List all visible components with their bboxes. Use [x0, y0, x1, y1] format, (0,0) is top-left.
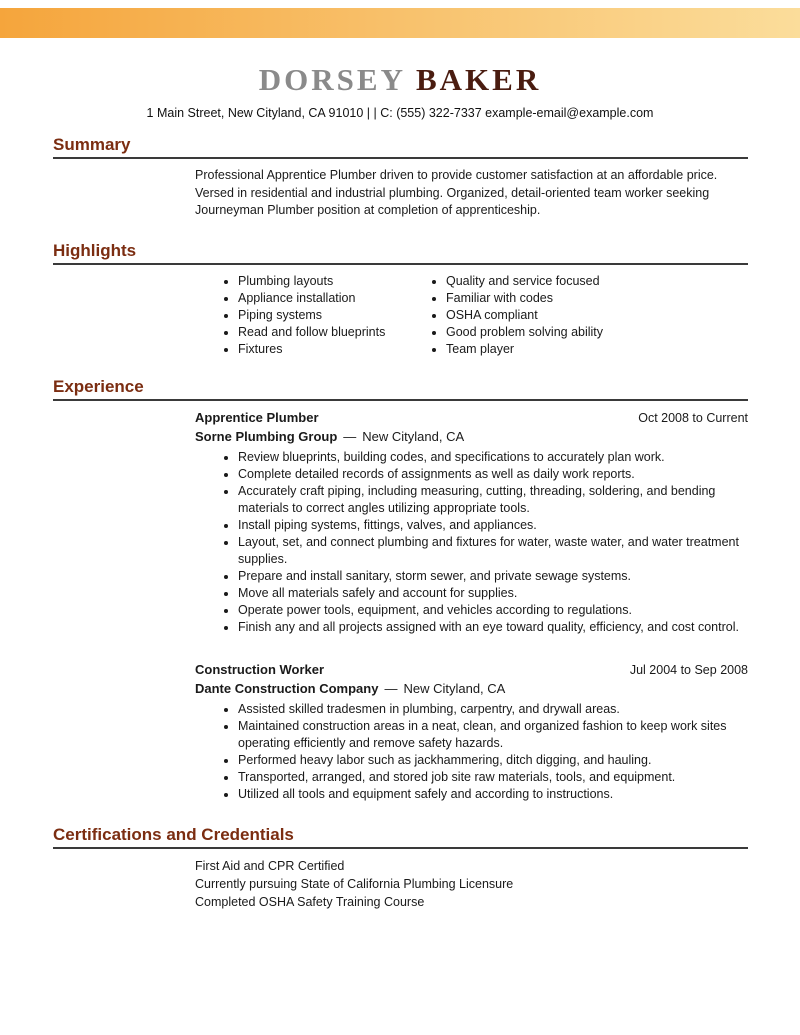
highlight-item: • Team player [446, 341, 748, 358]
job-header [195, 661, 748, 680]
job-dates: Jul 2004 to Sep 2008 [629, 662, 748, 677]
resume-header [0, 62, 800, 120]
job-bullet: • Install piping systems, fittings, valves, and appliances. [238, 517, 748, 534]
highlights-heading: Highlights [53, 241, 748, 265]
job-bullet: • Layout, set, and connect plumbing and fixtures for water, waste water, and water treatment supplies. [238, 534, 748, 568]
candidate-name [0, 62, 800, 98]
job-entry-construction-worker [195, 661, 748, 803]
job-bullet: • Finish any and all projects assigned with an eye toward quality, efficiency, and cost control. [238, 619, 748, 636]
highlights-list-right [403, 273, 748, 358]
job-bullet: • Move all materials safely and account for supplies. [238, 585, 748, 602]
candidate-first-name: DORSEY [258, 62, 406, 97]
job-location: New Cityland, CA [362, 429, 465, 444]
job-bullet: • Maintained construction areas in a neat, clean, and organized fashion to keep work sites operating efficiently and remove safety hazards. [238, 718, 748, 752]
section-summary [0, 135, 800, 220]
job-bullet: • Prepare and install sanitary, storm sewer, and private sewage systems. [238, 568, 748, 585]
highlight-item: • Quality and service focused [446, 273, 748, 290]
section-highlights [0, 241, 800, 358]
highlight-item: • Plumbing layouts [238, 273, 403, 290]
job-bullet: • Accurately craft piping, including measuring, cutting, threading, soldering, and bending materials to correct angles utilizing appropriate tools. [238, 483, 748, 517]
certifications-list [195, 857, 748, 911]
section-experience [0, 377, 800, 803]
company-location-divider: — [343, 429, 357, 444]
candidate-last-name: BAKER [415, 62, 542, 97]
job-company-line [195, 680, 748, 698]
job-bullet: • Transported, arranged, and stored job site raw materials, tools, and equipment. [238, 769, 748, 786]
job-title: Apprentice Plumber [195, 409, 319, 425]
certifications-heading: Certifications and Credentials [53, 825, 748, 849]
job-bullet: • Assisted skilled tradesmen in plumbing, carpentry, and drywall areas. [238, 701, 748, 718]
certifications-body [195, 857, 748, 911]
job-dates: Oct 2008 to Current [638, 410, 748, 425]
job-bullet: • Operate power tools, equipment, and vehicles according to regulations. [238, 602, 748, 619]
highlight-item: • Fixtures [238, 341, 403, 358]
experience-body [195, 409, 748, 803]
job-company-line [195, 428, 748, 446]
job-header [195, 409, 748, 428]
job-bullet: • Review blueprints, building codes, and specifications to accurately plan work. [238, 449, 748, 466]
highlight-item: • OSHA compliant [446, 307, 748, 324]
certification-item: Completed OSHA Safety Training Course [195, 894, 425, 909]
summary-body [195, 167, 748, 220]
accent-bar [0, 8, 800, 38]
contact-line: 1 Main Street, New Cityland, CA 91010 | | C: (555) 322-7337 example-email@example.com [146, 106, 654, 120]
job-bullet: • Performed heavy labor such as jackhammering, ditch digging, and hauling. [238, 752, 748, 769]
highlights-list-left [195, 273, 403, 358]
highlight-item: • Familiar with codes [446, 290, 748, 307]
company-location-divider: — [384, 681, 398, 696]
certification-item: Currently pursuing State of California Plumbing Licensure [195, 876, 514, 891]
job-bullet-list [195, 449, 748, 636]
company-name: Sorne Plumbing Group [195, 429, 338, 444]
summary-text: Professional Apprentice Plumber driven to provide customer satisfaction at an affordable price. Versed in residential and industrial plumbing. Organized, detail-oriented team worker seeking Journeyman Plumber position at completion of apprenticeship. [195, 168, 718, 217]
summary-heading: Summary [53, 135, 748, 159]
section-certifications [0, 825, 800, 911]
job-entry-apprentice-plumber [195, 409, 748, 636]
highlight-item: • Piping systems [238, 307, 403, 324]
job-bullet-list [195, 701, 748, 803]
job-bullet: • Complete detailed records of assignments as well as daily work reports. [238, 466, 748, 483]
job-title: Construction Worker [195, 661, 325, 677]
job-bullet: • Utilized all tools and equipment safely and according to instructions. [238, 786, 748, 803]
certification-item: First Aid and CPR Certified [195, 858, 345, 873]
highlight-item: • Read and follow blueprints [238, 324, 403, 341]
job-location: New Cityland, CA [403, 681, 506, 696]
experience-heading: Experience [53, 377, 748, 401]
company-name: Dante Construction Company [195, 681, 379, 696]
highlight-item: • Good problem solving ability [446, 324, 748, 341]
highlight-item: • Appliance installation [238, 290, 403, 307]
highlights-body [195, 273, 748, 358]
